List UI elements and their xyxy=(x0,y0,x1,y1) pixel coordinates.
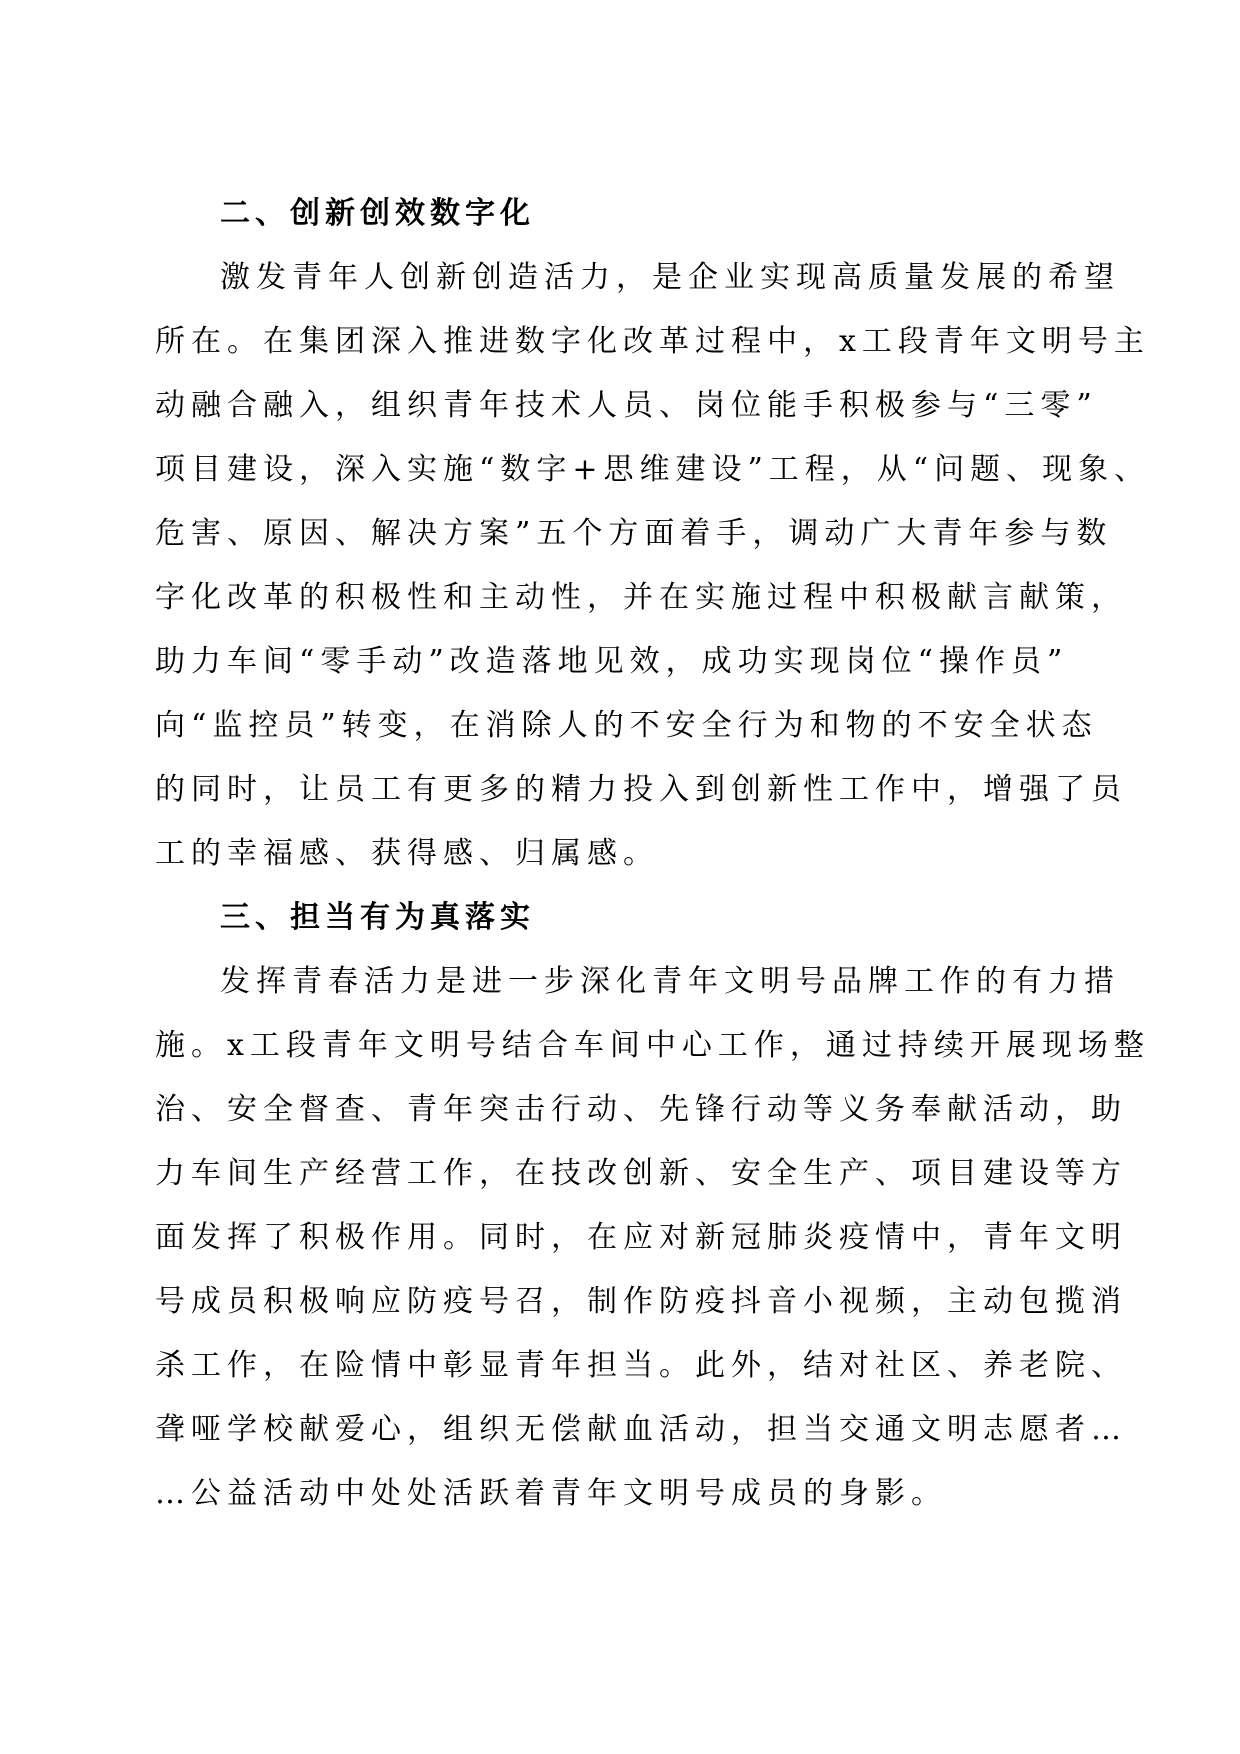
section-2-line: 字化改革的积极性和主动性，并在实施过程中积极献言献策， xyxy=(155,580,1127,615)
section-3-line: 治、安全督查、青年突击行动、先锋行动等义务奉献活动，助 xyxy=(155,1092,1127,1127)
section-2-line: 激发青年人创新创造活力，是企业实现高质量发展的希望 xyxy=(220,260,1120,295)
section-2-line: 所在。在集团深入推进数字化改革过程中，x工段青年文明号主 xyxy=(155,324,1150,359)
section-3-line: …公益活动中处处活跃着青年文明号成员的身影。 xyxy=(155,1476,947,1511)
section-3-line: 发挥青春活力是进一步深化青年文明号品牌工作的有力措 xyxy=(220,964,1120,999)
section-3-line: 施。x工段青年文明号结合车间中心工作，通过持续开展现场整 xyxy=(155,1028,1150,1063)
section-2-line: 向“监控员”转变，在消除人的不安全行为和物的不安全状态 xyxy=(155,708,1098,743)
section-2-line: 助力车间“零手动”改造落地见效，成功实现岗位“操作员” xyxy=(155,644,1069,679)
section-2-line: 工的幸福感、获得感、归属感。 xyxy=(155,836,659,871)
section-3-line: 聋哑学校献爱心，组织无偿献血活动，担当交通文明志愿者… xyxy=(155,1412,1127,1447)
section-2-line: 的同时，让员工有更多的精力投入到创新性工作中，增强了员 xyxy=(155,772,1127,807)
section-3-heading: 三、担当有为真落实 xyxy=(220,900,535,935)
section-3-line: 力车间生产经营工作，在技改创新、安全生产、项目建设等方 xyxy=(155,1156,1127,1191)
section-2-line: 项目建设，深入实施“数字+思维建设”工程，从“问题、现象、 xyxy=(155,452,1151,487)
section-3-line: 杀工作，在险情中彰显青年担当。此外，结对社区、养老院、 xyxy=(155,1348,1127,1383)
section-3-line: 号成员积极响应防疫号召，制作防疫抖音小视频，主动包揽消 xyxy=(155,1284,1127,1319)
section-2-line: 危害、原因、解决方案”五个方面着手，调动广大青年参与数 xyxy=(155,516,1113,551)
section-2-line: 动融合融入，组织青年技术人员、岗位能手积极参与“三零” xyxy=(155,388,1098,423)
section-2-heading: 二、创新创效数字化 xyxy=(220,196,535,231)
section-3-line: 面发挥了积极作用。同时，在应对新冠肺炎疫情中，青年文明 xyxy=(155,1220,1127,1255)
